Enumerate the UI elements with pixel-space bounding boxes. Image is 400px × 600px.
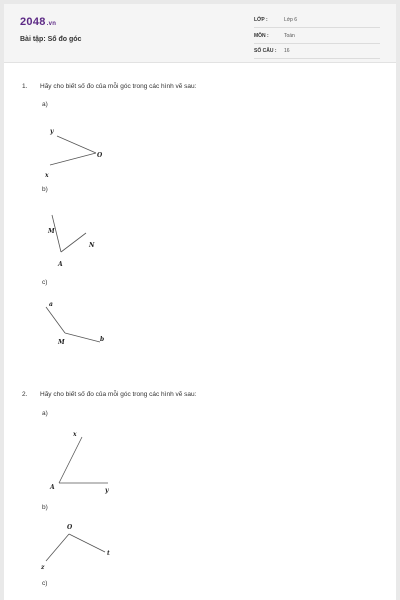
q1-part-c-figure: [34, 297, 154, 367]
q2-part-b-figure: [34, 519, 154, 589]
meta-subject-value: Toán: [284, 33, 295, 39]
point-label-a: A: [50, 484, 55, 491]
worksheet-header: [4, 4, 396, 63]
ray-oz: [46, 534, 69, 561]
meta-grade: [254, 14, 380, 28]
q1-part-a-label: a): [42, 101, 48, 108]
point-label-t: t: [107, 550, 110, 557]
point-label-z: z: [41, 564, 45, 571]
point-label-m: M: [58, 339, 65, 346]
site-logo[interactable]: 2048.vn: [20, 16, 57, 28]
question-2-number: 2.: [22, 391, 28, 398]
ray-mb: [65, 333, 100, 342]
meta-question-count-label: SỐ CÂU :: [254, 48, 277, 54]
ray-ox: [50, 153, 96, 165]
point-label-b: b: [100, 336, 105, 343]
ray-ax: [59, 437, 82, 483]
question-2: [22, 391, 196, 398]
point-label-o: O: [67, 524, 73, 531]
meta-subject: [254, 30, 380, 44]
question-1: [22, 83, 196, 90]
q2-part-a-label: a): [42, 410, 48, 417]
ray-ot: [69, 534, 105, 552]
meta-grade-value: Lớp 6: [284, 17, 298, 23]
point-label-o: O: [97, 152, 103, 159]
q2-part-c-label: c): [42, 580, 48, 587]
point-label-a: a: [49, 301, 53, 308]
q2-part-a-figure: [34, 428, 154, 498]
point-label-x: x: [45, 172, 49, 179]
q1-part-c-label: c): [42, 279, 48, 286]
point-label-n: N: [89, 242, 95, 249]
question-1-text: Hãy cho biết số đo của mỗi góc trong các hình vẽ sau:: [40, 83, 197, 90]
point-label-y: y: [105, 487, 109, 494]
meta-question-count: [254, 45, 380, 59]
point-label-m: M: [48, 228, 55, 235]
worksheet-title: Bài tập: Số đo góc: [20, 36, 82, 43]
worksheet: [4, 4, 396, 600]
ray-oy: [57, 136, 96, 153]
meta-subject-label: MÔN :: [254, 33, 269, 39]
q1-part-a-figure: [34, 122, 154, 192]
meta-grade-label: LỚP :: [254, 17, 268, 23]
ray-an: [61, 233, 86, 252]
meta-question-count-value: 16: [284, 48, 290, 54]
point-label-y: y: [50, 128, 54, 135]
q1-part-b-label: b): [42, 186, 48, 193]
q1-part-b-figure: [34, 207, 154, 277]
question-2-text: Hãy cho biết số đo của mỗi góc trong các hình vẽ sau:: [40, 391, 197, 398]
point-label-a: A: [58, 261, 63, 268]
question-1-number: 1.: [22, 83, 28, 90]
ray-ma: [46, 307, 65, 333]
q2-part-b-label: b): [42, 504, 48, 511]
point-label-x: x: [73, 431, 77, 438]
